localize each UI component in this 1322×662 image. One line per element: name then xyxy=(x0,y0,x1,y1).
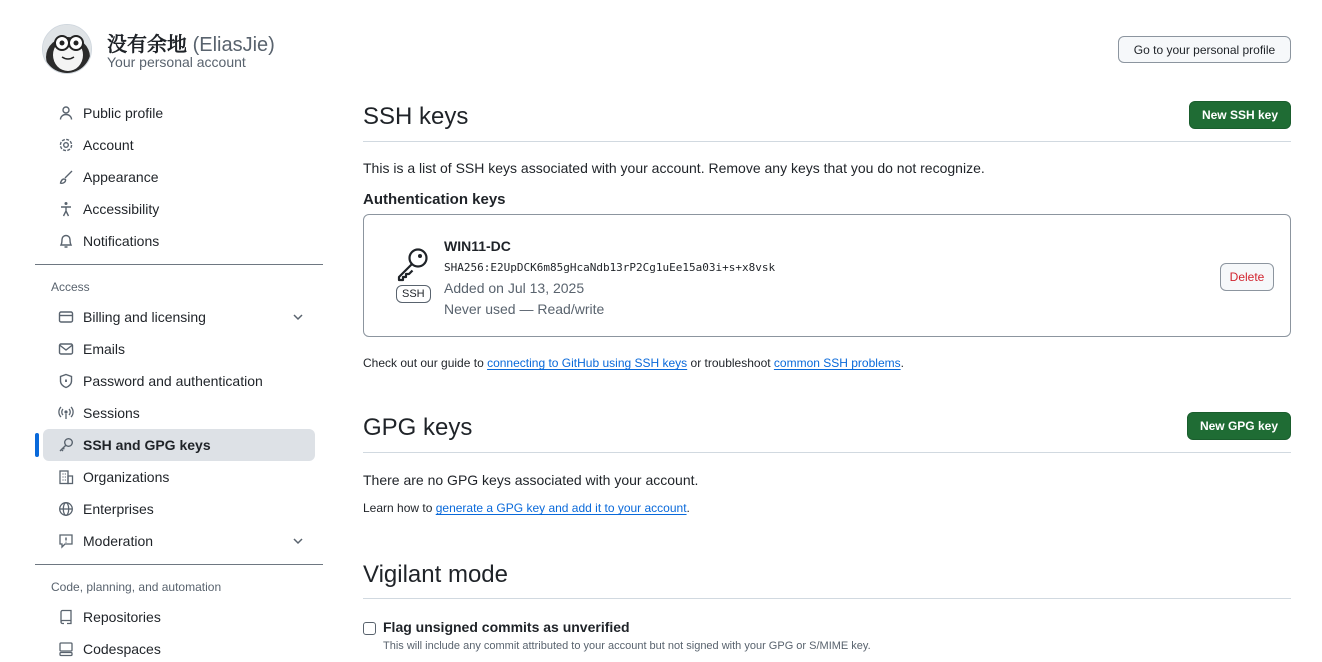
guide-prefix: Check out our guide to xyxy=(363,356,488,370)
organization-icon xyxy=(58,469,74,485)
chevron-down-icon[interactable] xyxy=(291,534,305,548)
sidebar-item-billing[interactable] xyxy=(43,301,315,333)
gear-icon xyxy=(58,137,74,153)
sidebar-item-label: Billing and licensing xyxy=(83,309,206,325)
ssh-key-name: WIN11-DC xyxy=(444,238,511,254)
sidebar-item-ssh-gpg-keys[interactable] xyxy=(43,429,315,461)
chevron-down-icon[interactable] xyxy=(291,310,305,324)
avatar[interactable] xyxy=(42,24,92,74)
sidebar-item-emails[interactable] xyxy=(43,333,315,365)
sidebar-item-sessions[interactable] xyxy=(43,397,315,429)
sidebar-item-label: Sessions xyxy=(83,405,140,421)
ssh-key-item xyxy=(363,214,1291,337)
new-ssh-key-button[interactable]: New SSH key xyxy=(1189,101,1291,129)
sidebar-item-label: SSH and GPG keys xyxy=(83,437,211,453)
report-icon xyxy=(58,533,74,549)
sidebar-item-label: Repositories xyxy=(83,609,161,625)
guide-suffix: . xyxy=(900,356,904,370)
sidebar-group-access: Access xyxy=(51,280,90,294)
ssh-key-usage: Never used — Read/write xyxy=(444,301,605,317)
sidebar-item-label: Moderation xyxy=(83,533,154,549)
vigilant-option xyxy=(363,619,1291,635)
ssh-guide-link[interactable]: connecting to GitHub using SSH keys xyxy=(487,356,688,370)
paintbrush-icon xyxy=(58,169,74,185)
gpg-keys-title: GPG keys xyxy=(363,414,473,441)
display-name: 没有余地 xyxy=(107,34,187,56)
person-icon xyxy=(58,105,74,121)
ssh-key-fingerprint: SHA256:E2UpDCK6m85gHcaNdb13rP2Cg1uEe15a03i+s+x8vsk xyxy=(444,261,776,274)
account-login: (EliasJie) xyxy=(192,34,275,56)
sidebar-item-label: Appearance xyxy=(83,169,159,185)
go-to-profile-button[interactable]: Go to your personal profile xyxy=(1118,36,1291,63)
gpg-section-header xyxy=(363,408,1291,453)
account-subtitle: Your personal account xyxy=(107,54,246,70)
sidebar-item-accessibility[interactable] xyxy=(43,193,315,225)
sidebar-group-code: Code, planning, and automation xyxy=(51,580,222,594)
gpg-empty-text: There are no GPG keys associated with your account. xyxy=(363,472,699,488)
sidebar-item-repositories[interactable] xyxy=(43,601,315,633)
sidebar-item-notifications[interactable] xyxy=(43,225,315,257)
flag-unsigned-hint: This will include any commit attributed to your account but not signed with your GPG or S/MIME key. xyxy=(383,640,871,652)
guide-middle: or troubleshoot xyxy=(687,356,774,370)
sidebar-item-codespaces[interactable] xyxy=(43,633,315,662)
sidebar-item-appearance[interactable] xyxy=(43,161,315,193)
gpg-guide-link[interactable]: generate a GPG key and add it to your account xyxy=(435,501,687,515)
sidebar-divider xyxy=(35,264,323,265)
settings-sidebar xyxy=(35,97,323,662)
ssh-problems-link[interactable]: common SSH problems xyxy=(773,356,901,370)
flag-unsigned-label[interactable]: Flag unsigned commits as unverified xyxy=(383,619,630,635)
flag-unsigned-checkbox[interactable] xyxy=(363,622,376,635)
gpg-learn-text xyxy=(363,501,1291,515)
sidebar-item-moderation[interactable] xyxy=(43,525,315,557)
sidebar-item-label: Account xyxy=(83,137,134,153)
sidebar-item-label: Notifications xyxy=(83,233,160,249)
credit-card-icon xyxy=(58,309,74,325)
sidebar-item-label: Accessibility xyxy=(83,201,160,217)
ssh-description: This is a list of SSH keys associated with your account. Remove any keys that you do not recognize. xyxy=(363,160,985,176)
main-content xyxy=(363,97,1291,652)
sidebar-item-label: Codespaces xyxy=(83,641,161,657)
learn-prefix: Learn how to xyxy=(363,501,436,515)
shield-lock-icon xyxy=(58,373,74,389)
accessibility-icon xyxy=(58,201,74,217)
broadcast-icon xyxy=(58,405,74,421)
mail-icon xyxy=(58,341,74,357)
key-icon xyxy=(395,246,431,282)
sidebar-item-label: Emails xyxy=(83,341,126,357)
new-gpg-key-button[interactable]: New GPG key xyxy=(1187,412,1291,440)
ssh-keys-title: SSH keys xyxy=(363,103,469,130)
repo-icon xyxy=(58,609,74,625)
learn-suffix: . xyxy=(686,501,690,515)
sidebar-item-label: Enterprises xyxy=(83,501,154,517)
delete-ssh-key-button[interactable]: Delete xyxy=(1220,263,1274,291)
codespaces-icon xyxy=(58,641,74,657)
ssh-guide-text xyxy=(363,356,1291,370)
account-name xyxy=(107,28,275,57)
vigilant-section-header xyxy=(363,555,1291,599)
sidebar-item-account[interactable] xyxy=(43,129,315,161)
ssh-key-added-date: Added on Jul 13, 2025 xyxy=(444,280,585,296)
sidebar-item-public-profile[interactable] xyxy=(43,97,315,129)
vigilant-mode-title: Vigilant mode xyxy=(363,561,508,588)
sidebar-item-label: Organizations xyxy=(83,469,170,485)
authentication-keys-title: Authentication keys xyxy=(363,191,506,208)
globe-icon xyxy=(58,501,74,517)
sidebar-item-organizations[interactable] xyxy=(43,461,315,493)
key-icon xyxy=(58,437,74,453)
ssh-section-header xyxy=(363,97,1291,142)
sidebar-item-label: Password and authentication xyxy=(83,373,263,389)
sidebar-divider xyxy=(35,564,323,565)
sidebar-item-enterprises[interactable] xyxy=(43,493,315,525)
ssh-badge: SSH xyxy=(396,285,431,303)
sidebar-item-password[interactable] xyxy=(43,365,315,397)
sidebar-item-label: Public profile xyxy=(83,105,164,121)
bell-icon xyxy=(58,233,74,249)
